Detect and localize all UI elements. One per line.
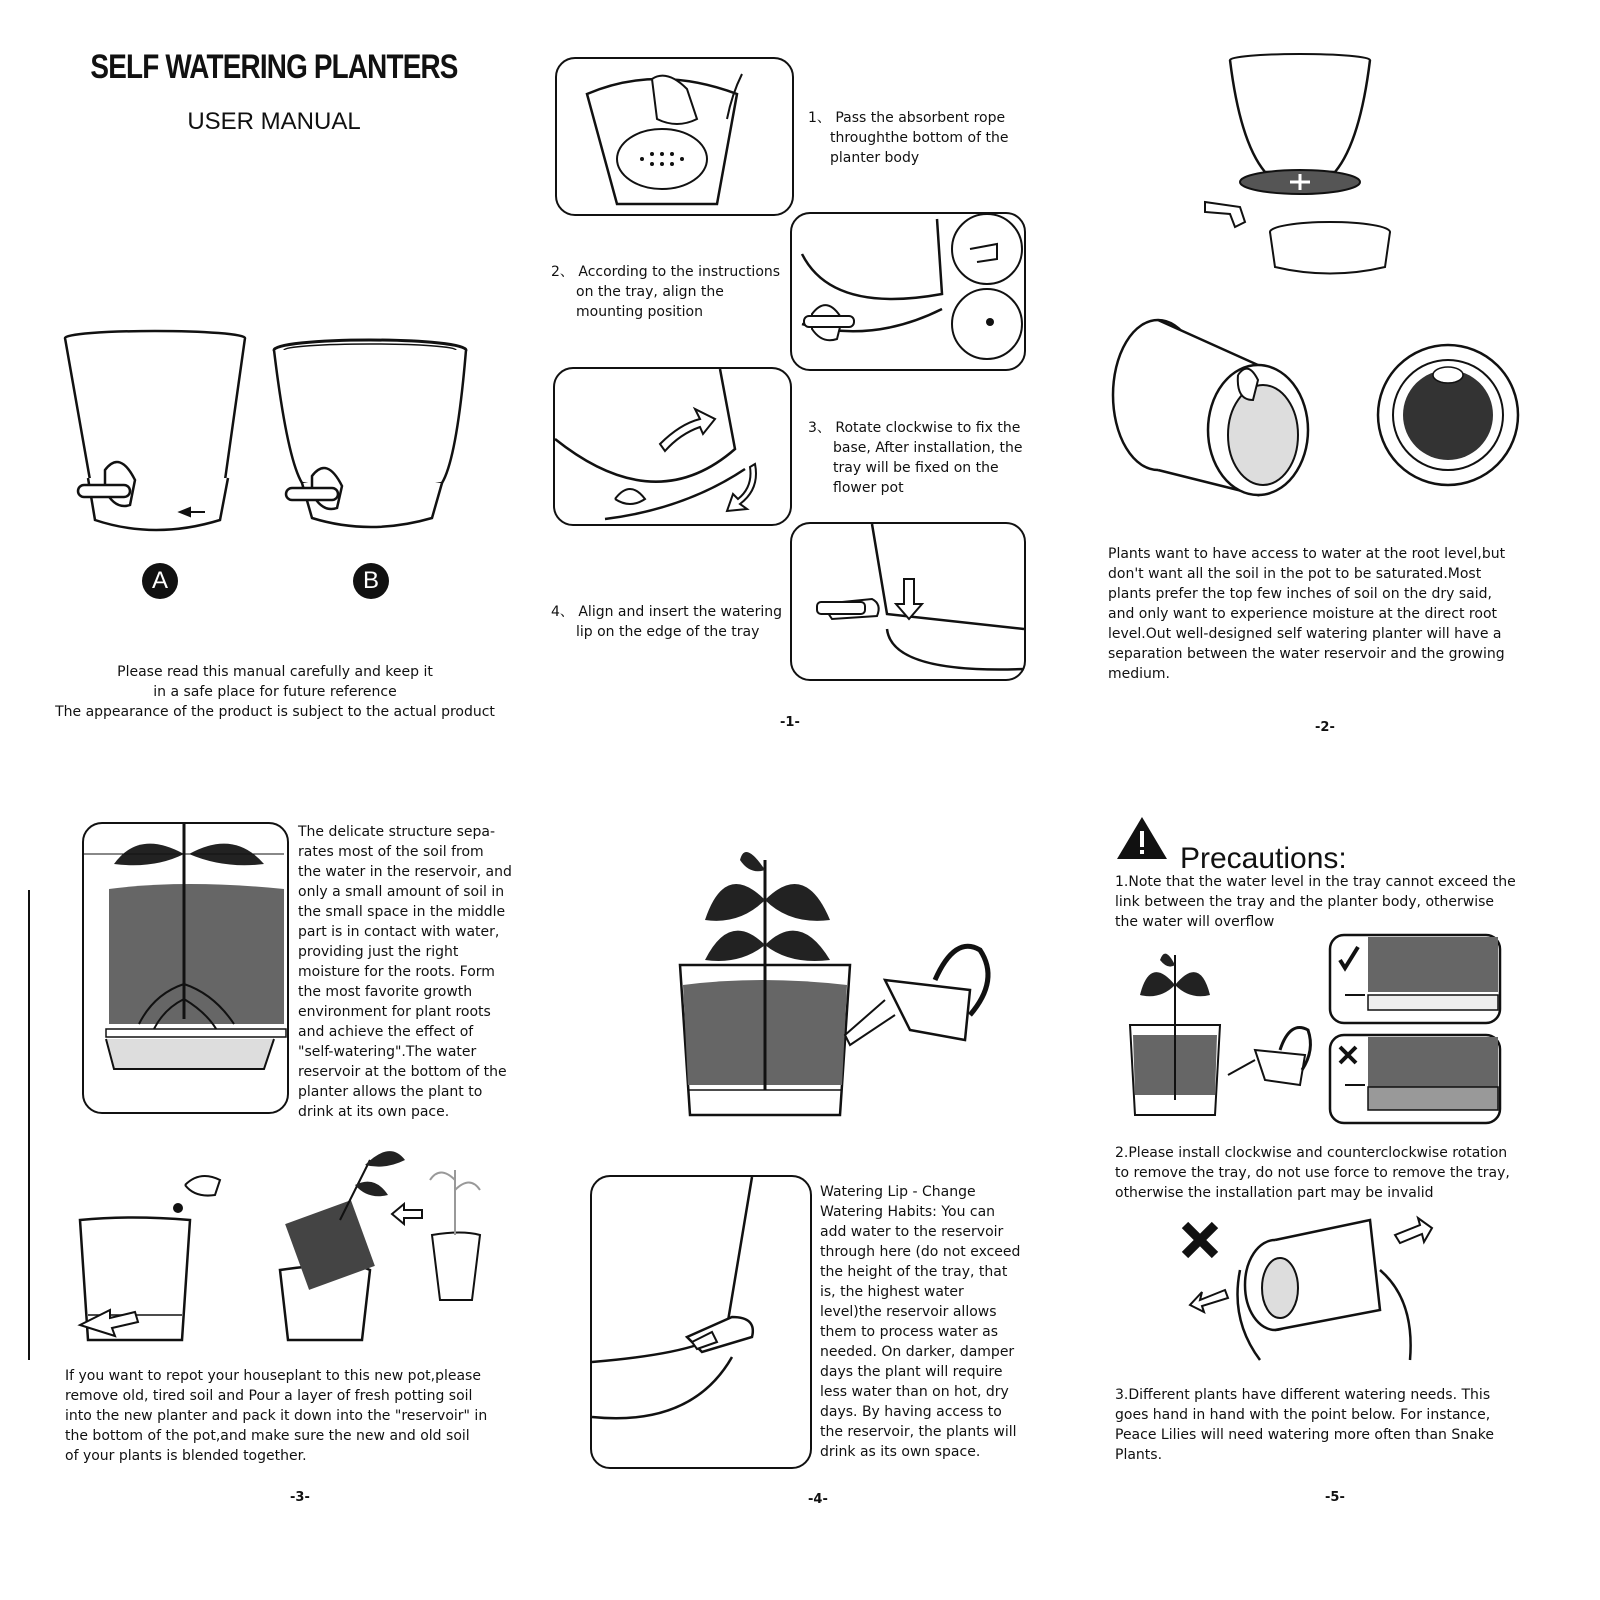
page-number: -1- bbox=[780, 715, 800, 730]
page3-line: reservoir at the bottom of the bbox=[298, 1064, 507, 1080]
step1-line: planter body bbox=[830, 150, 920, 166]
do-not-force-tray-illustration bbox=[1180, 1210, 1450, 1370]
page4-line: through here (do not exceed bbox=[820, 1244, 1021, 1260]
page3-repot-line: If you want to repot your houseplant to this new pot,please bbox=[65, 1368, 481, 1384]
page2-line: and only want to experience moisture at the direct root bbox=[1108, 606, 1497, 622]
step4-text bbox=[551, 602, 782, 642]
page3-line: "self-watering".The water bbox=[298, 1044, 477, 1060]
step4-line: 4、 Align and insert the watering bbox=[551, 604, 783, 620]
water-level-comparison-illustration bbox=[1130, 935, 1510, 1135]
page2-line: medium. bbox=[1108, 666, 1170, 682]
page3-line: part is in contact with water, bbox=[298, 924, 500, 940]
warning-triangle-icon bbox=[1115, 815, 1169, 861]
planter-b-illustration bbox=[272, 338, 472, 538]
page4-line: the height of the tray, that bbox=[820, 1264, 1008, 1280]
step2-panel bbox=[790, 212, 1026, 371]
cover-note bbox=[20, 662, 530, 722]
page4-line: add water to the reservoir bbox=[820, 1224, 1004, 1240]
page3-paragraph bbox=[298, 822, 538, 1122]
step3-text bbox=[808, 418, 1023, 498]
step3-panel bbox=[553, 367, 792, 526]
precaution-item-2 bbox=[1115, 1143, 1575, 1203]
page2-paragraph bbox=[1108, 544, 1578, 684]
step1-panel bbox=[555, 57, 794, 216]
step1-line: throughthe bottom of the bbox=[830, 130, 1009, 146]
page2-line: level.Out well-designed self watering planter will have a bbox=[1108, 626, 1502, 642]
page4-line: days. By having access to bbox=[820, 1404, 1002, 1420]
rope-through-planter-illustration bbox=[557, 59, 792, 214]
step3-line: 3、 Rotate clockwise to fix the bbox=[808, 420, 1021, 436]
step3-line: base, After installation, the bbox=[833, 440, 1023, 456]
page4-line: less water than on hot, dry bbox=[820, 1384, 1009, 1400]
page3-repot-paragraph bbox=[65, 1366, 535, 1466]
page3-line: planter allows the plant to bbox=[298, 1084, 483, 1100]
planter-a-illustration bbox=[60, 330, 260, 540]
page3-line: moisture for the roots. Form bbox=[298, 964, 495, 980]
page3-repot-line: remove old, tired soil and Pour a layer of fresh potting soil bbox=[65, 1388, 473, 1404]
tray-alignment-illustration bbox=[792, 214, 1024, 369]
page-number: -4- bbox=[808, 1492, 828, 1507]
step1-line: 1、 Pass the absorbent rope bbox=[808, 110, 1006, 126]
page2-line: Plants want to have access to water at the root level,but bbox=[1108, 546, 1506, 562]
page4-line: needed. On darker, damper bbox=[820, 1344, 1015, 1360]
page2-line: plants prefer the top few inches of soil on the dry said, bbox=[1108, 586, 1492, 602]
manual-title: SELF WATERING PLANTERS bbox=[90, 48, 458, 86]
precaution-line: Peace Lilies will need watering more often than Snake bbox=[1115, 1427, 1494, 1443]
page3-line: and achieve the effect of bbox=[298, 1024, 474, 1040]
page4-line: Watering Lip - Change bbox=[820, 1184, 976, 1200]
page3-repot-line: the bottom of the pot,and make sure the new and old soil bbox=[65, 1428, 470, 1444]
precaution-line: goes hand in hand with the point below. For instance, bbox=[1115, 1407, 1491, 1423]
precaution-line: 3.Different plants have different watering needs. This bbox=[1115, 1387, 1491, 1403]
step3-line: flower pot bbox=[833, 480, 904, 496]
manual-subtitle: USER MANUAL bbox=[187, 108, 361, 135]
variant-a-badge: A bbox=[142, 563, 178, 599]
page3-line: rates most of the soil from bbox=[298, 844, 484, 860]
precaution-line: the water will overflow bbox=[1115, 914, 1275, 930]
cover-note-line: The appearance of the product is subject to the actual product bbox=[55, 704, 495, 720]
page4-line: Watering Habits: You can bbox=[820, 1204, 996, 1220]
precaution-line: otherwise the installation part may be invalid bbox=[1115, 1185, 1434, 1201]
planter-cutaway-roots-illustration bbox=[84, 824, 287, 1112]
page3-line: the most favorite growth bbox=[298, 984, 473, 1000]
page3-line: The delicate structure sepa- bbox=[298, 824, 496, 840]
step2-line: on the tray, align the bbox=[576, 284, 724, 300]
precaution-line: to remove the tray, do not use force to remove the tray, bbox=[1115, 1165, 1510, 1181]
page4-paragraph bbox=[820, 1182, 1050, 1462]
planter-side-and-base-illustration bbox=[1108, 320, 1528, 500]
page-number: -5- bbox=[1325, 1490, 1345, 1505]
page3-line: drink at its own pace. bbox=[298, 1104, 450, 1120]
exploded-planter-illustration bbox=[1200, 52, 1400, 282]
cover-note-line: in a safe place for future reference bbox=[153, 684, 397, 700]
page3-repot-line: into the new planter and pack it down into the "reservoir" in bbox=[65, 1408, 488, 1424]
watering-lip-panel bbox=[590, 1175, 812, 1469]
page4-line: them to process water as bbox=[820, 1324, 999, 1340]
precaution-line: link between the tray and the planter body, otherwise bbox=[1115, 894, 1495, 910]
page3-line: environment for plant roots bbox=[298, 1004, 491, 1020]
step4-panel bbox=[790, 522, 1026, 681]
variant-b-badge: B bbox=[353, 563, 389, 599]
page3-repot-line: of your plants is blended together. bbox=[65, 1448, 307, 1464]
page4-line: the reservoir, the plants will bbox=[820, 1424, 1017, 1440]
step2-line: mounting position bbox=[576, 304, 703, 320]
page3-line: only a small amount of soil in bbox=[298, 884, 505, 900]
page2-line: don't want all the soil in the pot to be saturated.Most bbox=[1108, 566, 1482, 582]
rotate-clockwise-illustration bbox=[555, 369, 790, 524]
step1-text bbox=[808, 108, 1008, 168]
page4-line: days the plant will require bbox=[820, 1364, 1003, 1380]
step3-line: tray will be fixed on the bbox=[833, 460, 999, 476]
watering-can-planter-illustration bbox=[670, 840, 1000, 1130]
precaution-item-1 bbox=[1115, 872, 1575, 932]
precaution-item-3 bbox=[1115, 1385, 1575, 1465]
step2-line: 2、 According to the instructions bbox=[551, 264, 781, 280]
page-number: -2- bbox=[1315, 720, 1335, 735]
insert-watering-lip-illustration bbox=[792, 524, 1024, 679]
repotting-steps-illustration bbox=[70, 1140, 510, 1355]
watering-lip-closeup-illustration bbox=[592, 1177, 810, 1467]
page-edge-divider bbox=[28, 890, 30, 1360]
precautions-heading: Precautions: bbox=[1180, 842, 1347, 875]
page-number: -3- bbox=[290, 1490, 310, 1505]
precaution-line: 2.Please install clockwise and counterclockwise rotation bbox=[1115, 1145, 1508, 1161]
page4-line: level)the reservoir allows bbox=[820, 1304, 997, 1320]
page4-line: drink as its own space. bbox=[820, 1444, 981, 1460]
cutaway-panel bbox=[82, 822, 289, 1114]
page3-line: providing just the right bbox=[298, 944, 459, 960]
page3-line: the water in the reservoir, and bbox=[298, 864, 512, 880]
page2-line: separation between the water reservoir and the growing bbox=[1108, 646, 1505, 662]
precaution-line: 1.Note that the water level in the tray cannot exceed the bbox=[1115, 874, 1516, 890]
page3-line: the small space in the middle bbox=[298, 904, 506, 920]
page4-line: is, the highest water bbox=[820, 1284, 964, 1300]
precaution-line: Plants. bbox=[1115, 1447, 1163, 1463]
step4-line: lip on the edge of the tray bbox=[576, 624, 760, 640]
cover-note-line: Please read this manual carefully and keep it bbox=[117, 664, 433, 680]
step2-text bbox=[551, 262, 780, 322]
